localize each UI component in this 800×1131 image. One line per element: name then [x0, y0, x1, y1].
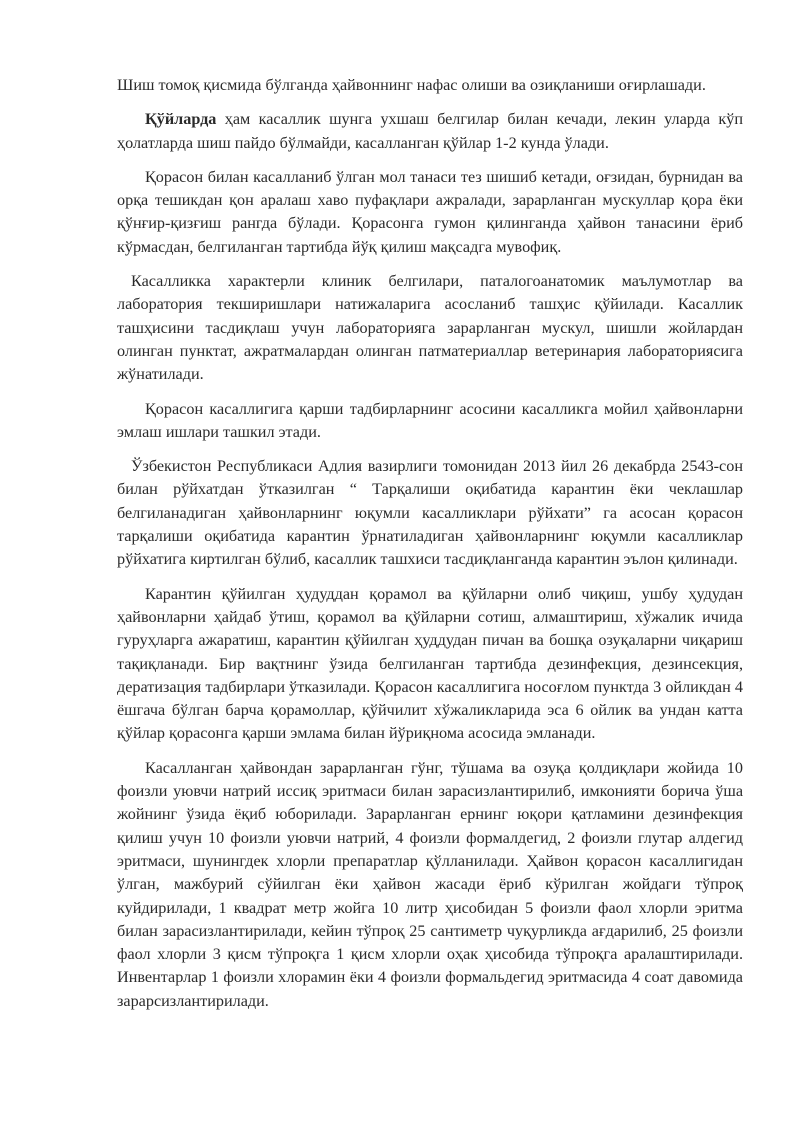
paragraph-text: Қорасон билан касалланиб ўлган мол танаси тез шишиб кетади, оғзидан, бурнидан ва орқа тешикдан қон аралаш хаво пуфақлари ажралади, зарарланган мускуллар қора ёки қўнғир-қизғиш рангда бўлади. Қорасонга гумон қилинганда ҳайвон танасини ёриб кўрмасдан, белгиланган тартибда йўқ қилиш мақсадга мувофиқ. [117, 167, 743, 256]
paragraph-quarantine-rules [117, 583, 743, 746]
paragraph-text: ҳам касаллик шунга ухшаш белгилар билан кечади, лекин уларда кўп ҳолатларда шиш пайдо бўлмайди, касалланган қўйлар 1-2 кунда ўлади. [117, 110, 743, 152]
document-page [117, 74, 743, 1024]
paragraph-text: Касалликка характерли клиник белгилари, паталогоанатомик маълумотлар ва лаборатория текширишлари натижаларига асосланиб ташҳис қўйилади. Касаллик ташҳисини тасдиқлаш учун лабораторияга зарарланган мускул, шишли жойлардан олинган пунктат, ажратмалардан олинган патматериаллар ветеринария лабораториясига жўнатилади. [117, 272, 743, 384]
paragraph-sheep [117, 108, 743, 155]
paragraph-carcass [117, 166, 743, 259]
paragraph-text: Касалланган ҳайвондан зарарланган гўнг, тўшама ва озуқа қолдиқлари жойида 10 фоизли уювчи натрий иссиқ эритмаси билан зарасизлантирилиб, имконияти борича ўша жойнинг ўзида ёқиб юборилади. Зарарланган ернинг юқори қатламини дезинфекция қилиш учун 10 фоизли уювчи натрий, 4 фоизли формалдегид, 2 фоизли глутар алдегид эритмаси, шунингдек хлорли препаратлар қўлланилади. Ҳайвон қорасон касаллигидан ўлган, мажбурий сўйилган ёки ҳайвон жасади ёриб кўрилган жойдаги тўпроқ куйдирилади, 1 квадрат метр жойга 10 литр ҳисобидан 5 фоизли фаол хлорли эритма билан зарасизлантирилади, кейин тўпроқ 25 сантиметр чуқурликда ағдарилиб, 25 фоизли фаол хлорли 3 қисм тўпроқга 1 қисм хлорли оҳак ҳисобида тўпроқга аралаштирилади. Инвентарлар 1 фоизли хлорамин ёки 4 фоизли формальдегид эритмасида 4 соат давомида зарарсизлантирилади. [117, 758, 743, 1010]
paragraph-text: Ўзбекистон Республикаси Адлия вазирлиги томонидан 2013 йил 26 декабрда 2543-сон билан рўйхатдан ўтказилган “ Тарқалиши оқибатида карантин ёки чеклашлар белгиланадиган ҳайвонларнинг юқумли касалликлари рўйхати” га асосан қорасон тарқалиши оқибатида карантин ўрнатиладиган ҳайвонларнинг юқумли касалликлар рўйхатига киртилган бўлиб, касаллик ташхиси тасдиқланганда карантин эълон қилинади. [117, 457, 743, 569]
paragraph-text: Қорасон касаллигига қарши тадбирларнинг асосини касалликга мойил ҳайвонларни эмлаш ишлари ташкил этади. [117, 399, 743, 441]
paragraph-swelling-throat [117, 74, 743, 97]
paragraph-disinfection [117, 757, 743, 1013]
paragraph-vaccination [117, 398, 743, 445]
paragraph-bold-lead: Қўйларда [145, 110, 217, 129]
paragraph-diagnosis [117, 270, 743, 386]
paragraph-quarantine-law [117, 455, 743, 571]
paragraph-text: Карантин қўйилган ҳудуддан қорамол ва қўйларни олиб чиқиш, ушбу ҳудудан ҳайвонларни ҳайдаб ўтиш, қорамол ва қўйларни сотиш, алмаштириш, хўжалик ичида гуруҳларга ажаратиш, карантин қўйилган ҳуддудан пичан ва бошқа озуқаларни чиқариш тақиқланади. Бир вақтнинг ўзида белгиланган тартибда дезинфекция, дезинсекция, дератизация тадбирлари ўтказилади. Қорасон касаллигига носоғлом пунктда 3 ойликдан 4 ёшгача бўлган барча қорамоллар, қўйчилит хўжаликларида эса 6 ойлик ва ундан катта қўйлар қорасонга қарши эмлама билан йўриқнома асосида эмланади. [117, 584, 743, 743]
paragraph-text: Шиш томоқ қисмида бўлганда ҳайвоннинг нафас олиши ва озиқланиши оғирлашади. [117, 76, 706, 94]
